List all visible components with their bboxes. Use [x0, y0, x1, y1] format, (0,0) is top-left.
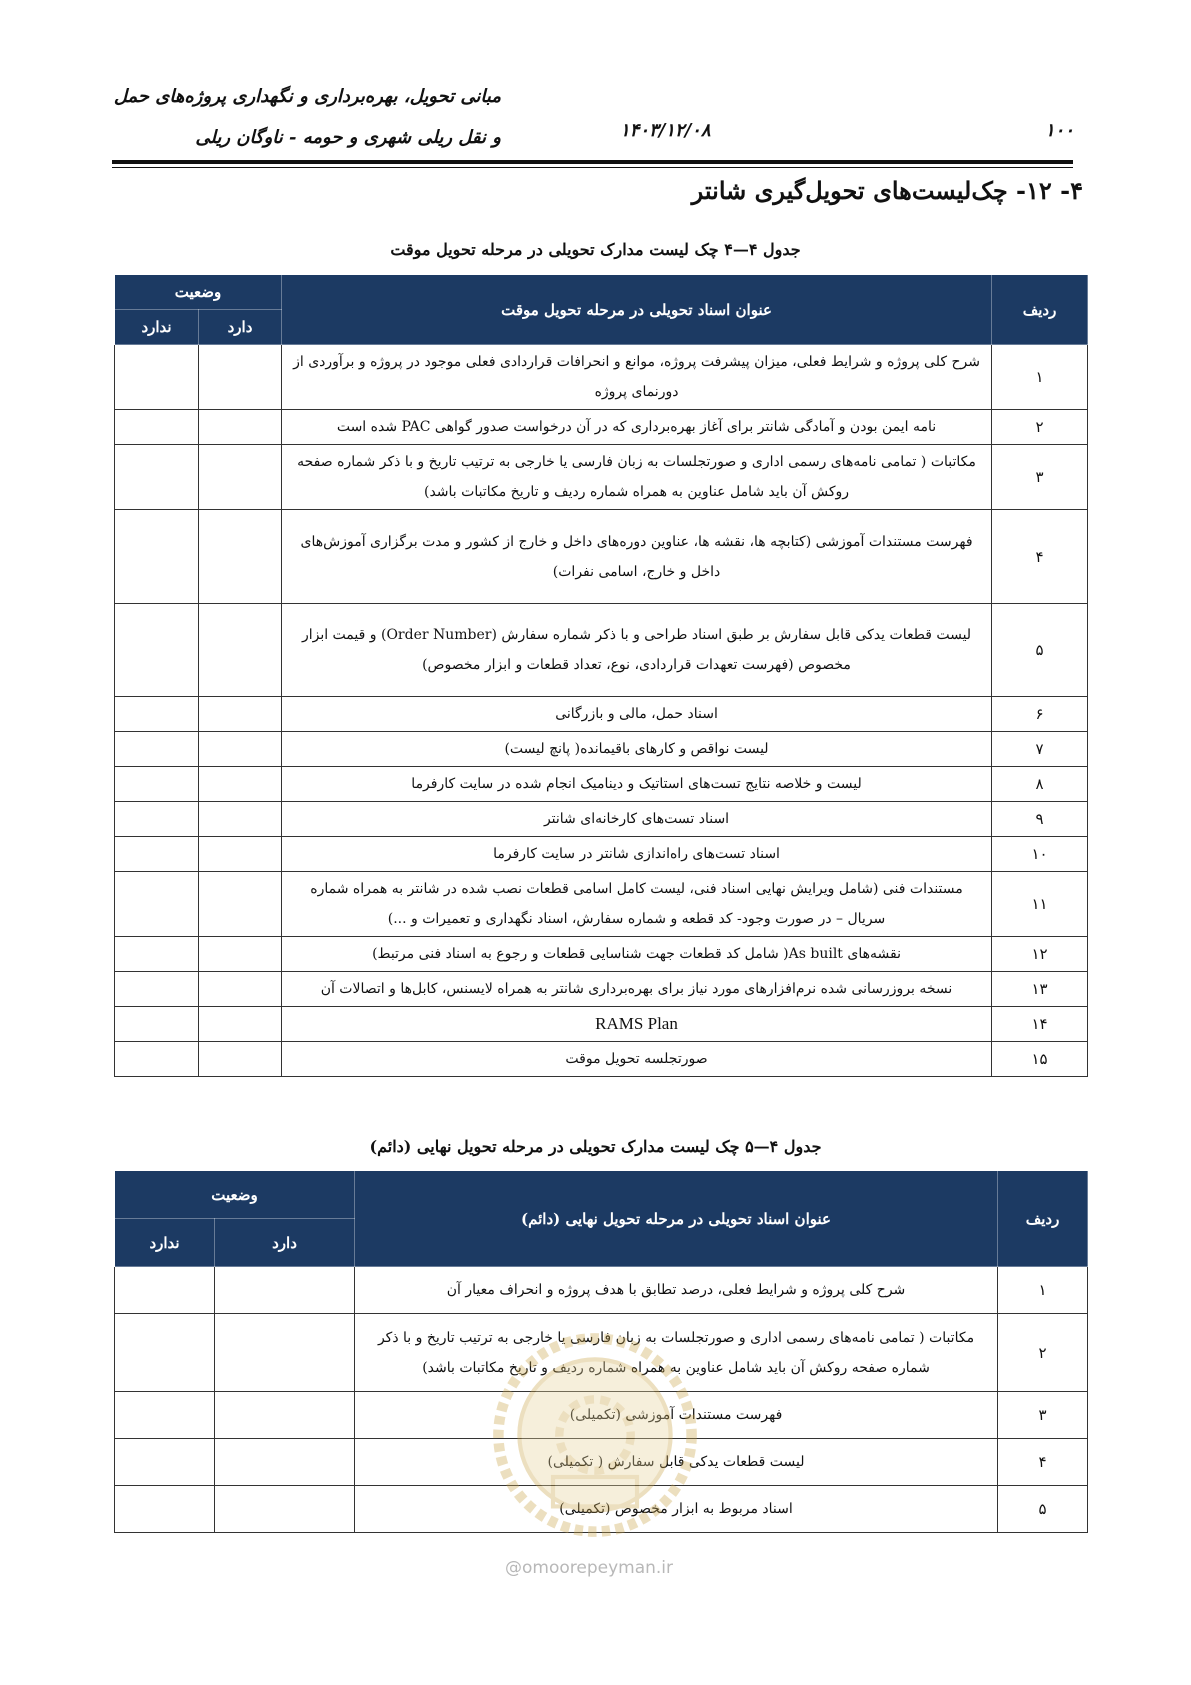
row-number: ۴	[998, 1439, 1088, 1486]
table-row	[115, 604, 1088, 697]
status-has-not-cell[interactable]	[115, 1486, 215, 1533]
status-has-cell[interactable]	[199, 732, 282, 767]
status-has-not-cell[interactable]	[115, 1314, 215, 1392]
document-title: مکاتبات ( تمامی نامه‌های رسمی اداری و صورتجلسات به زبان فارسی یا خارجی به ترتیب تاریخ و با ذکر شماره صفحه روکش آن باید شامل عناوین به همراه شماره ردیف و تاریخ مکاتبات باشد)	[355, 1314, 998, 1392]
row-number: ۱	[998, 1267, 1088, 1314]
row-number: ۸	[992, 767, 1088, 802]
status-has-not-cell[interactable]	[115, 445, 199, 510]
table1-header-has: دارد	[199, 310, 282, 345]
table-row	[115, 972, 1088, 1007]
status-has-not-cell[interactable]	[115, 802, 199, 837]
document-title: شرح کلی پروژه و شرایط فعلی، میزان پیشرفت پروژه، موانع و انحرافات قراردادی فعلی موجود در پروژه و برآوردی از دورنمای پروژه	[282, 345, 992, 410]
status-has-cell[interactable]	[199, 445, 282, 510]
table-row	[115, 767, 1088, 802]
status-has-cell[interactable]	[199, 937, 282, 972]
status-has-not-cell[interactable]	[115, 410, 199, 445]
table-row	[115, 445, 1088, 510]
row-number: ۴	[992, 510, 1088, 604]
row-number: ۹	[992, 802, 1088, 837]
row-number: ۵	[992, 604, 1088, 697]
header-rule-thick	[112, 160, 1073, 164]
status-has-cell[interactable]	[215, 1267, 355, 1314]
table1-header-has-not: ندارد	[115, 310, 199, 345]
row-number: ۱۳	[992, 972, 1088, 1007]
row-number: ۵	[998, 1486, 1088, 1533]
table-row	[115, 345, 1088, 410]
status-has-not-cell[interactable]	[115, 767, 199, 802]
table1-temporary-delivery-checklist	[114, 274, 1088, 1077]
row-number: ۳	[998, 1392, 1088, 1439]
status-has-not-cell[interactable]	[115, 697, 199, 732]
table-row	[115, 1267, 1088, 1314]
header-rule-thin	[112, 167, 1073, 168]
status-has-cell[interactable]	[199, 802, 282, 837]
document-title: مستندات فنی (شامل ویرایش نهایی اسناد فنی، لیست کامل اسامی قطعات نصب شده در شانتر به همراه شماره سریال – در صورت وجود- کد قطعه و شماره سفارش، اسناد نگهداری و تعمیرات و ...)	[282, 872, 992, 937]
status-has-not-cell[interactable]	[115, 1007, 199, 1042]
table-row	[115, 732, 1088, 767]
row-number: ۱	[992, 345, 1088, 410]
table-row	[115, 410, 1088, 445]
document-title: نسخه بروزرسانی شده نرم‌افزارهای مورد نیاز برای بهره‌برداری شانتر به همراه لایسنس، کابل‌ها و اتصالات آن	[282, 972, 992, 1007]
document-title: لیست نواقص و کارهای باقیمانده( پانچ لیست)	[282, 732, 992, 767]
status-has-not-cell[interactable]	[115, 604, 199, 697]
document-title: شرح کلی پروژه و شرایط فعلی، درصد تطابق با هدف پروژه و انحراف معیار آن	[355, 1267, 998, 1314]
status-has-not-cell[interactable]	[115, 510, 199, 604]
document-title: نقشه‌های As built( شامل کد قطعات جهت شناسایی قطعات و رجوع به اسناد فنی مرتبط)	[282, 937, 992, 972]
document-title: مکاتبات ( تمامی نامه‌های رسمی اداری و صورتجلسات به زبان فارسی یا خارجی به ترتیب تاریخ و با ذکر شماره صفحه روکش آن باید شامل عناوین به همراه شماره ردیف و تاریخ مکاتبات باشد)	[282, 445, 992, 510]
status-has-cell[interactable]	[199, 767, 282, 802]
status-has-cell[interactable]	[199, 972, 282, 1007]
status-has-cell[interactable]	[215, 1314, 355, 1392]
document-title: نامه ایمن بودن و آمادگی شانتر برای آغاز بهره‌برداری که در آن درخواست صدور گواهی PAC شده است	[282, 410, 992, 445]
status-has-cell[interactable]	[199, 604, 282, 697]
row-number: ۲	[992, 410, 1088, 445]
row-number: ۲	[998, 1314, 1088, 1392]
status-has-not-cell[interactable]	[115, 1267, 215, 1314]
status-has-cell[interactable]	[215, 1486, 355, 1533]
status-has-not-cell[interactable]	[115, 972, 199, 1007]
table2-header-row1	[115, 1171, 1088, 1219]
status-has-cell[interactable]	[215, 1439, 355, 1486]
document-title: RAMS Plan	[282, 1007, 992, 1042]
table1-header-row1	[115, 275, 1088, 310]
table-row	[115, 1042, 1088, 1077]
row-number: ۷	[992, 732, 1088, 767]
table-row	[115, 802, 1088, 837]
table2-header-row: ردیف	[998, 1171, 1088, 1267]
table2-header-title: عنوان اسناد تحویلی در مرحله تحویل نهایی (دائم)	[355, 1171, 998, 1267]
status-has-not-cell[interactable]	[115, 732, 199, 767]
document-title: فهرست مستندات آموزشی (کتابچه ها، نقشه ها، عناوین دوره‌های داخل و خارج از کشور و مدت برگزاری آموزش‌های داخل و خارج، اسامی نفرات)	[282, 510, 992, 604]
table1-header-status: وضعیت	[115, 275, 282, 310]
table2-header-has: دارد	[215, 1219, 355, 1267]
document-title: اسناد تست‌های راه‌اندازی شانتر در سایت کارفرما	[282, 837, 992, 872]
status-has-not-cell[interactable]	[115, 1042, 199, 1077]
status-has-not-cell[interactable]	[115, 1392, 215, 1439]
section-title: ۴- ۱۲- چک‌لیست‌های تحویل‌گیری شانتر	[691, 176, 1083, 205]
header-title-line1: مبانی تحویل، بهره‌برداری و نگهداری پروژه‌های حمل	[113, 86, 501, 107]
document-title: صورتجلسه تحویل موقت	[282, 1042, 992, 1077]
status-has-not-cell[interactable]	[115, 1439, 215, 1486]
row-number: ۳	[992, 445, 1088, 510]
table1-header-row: ردیف	[992, 275, 1088, 345]
document-title: فهرست مستندات آموزشی (تکمیلی)	[355, 1392, 998, 1439]
table2-header-has-not: ندارد	[115, 1219, 215, 1267]
status-has-cell[interactable]	[199, 1007, 282, 1042]
status-has-cell[interactable]	[199, 872, 282, 937]
document-title: لیست قطعات یدکی قابل سفارش بر طبق اسناد طراحی و با ذکر شماره سفارش (Order Number) و قیمت ابزار مخصوص (فهرست تعهدات قراردادی، نوع، تعداد قطعات و ابزار مخصوص)	[282, 604, 992, 697]
table2-header-status: وضعیت	[115, 1171, 355, 1219]
status-has-cell[interactable]	[215, 1392, 355, 1439]
row-number: ۱۲	[992, 937, 1088, 972]
row-number: ۱۴	[992, 1007, 1088, 1042]
header-date: ۱۴۰۳/۱۲/۰۸	[620, 120, 711, 141]
table-row	[115, 937, 1088, 972]
status-has-cell[interactable]	[199, 410, 282, 445]
table2-caption: جدول ۴—۵ چک لیست مدارک تحویلی در مرحله تحویل نهایی (دائم)	[369, 1137, 822, 1156]
document-title: لیست قطعات یدکی قابل سفارش ( تکمیلی)	[355, 1439, 998, 1486]
status-has-cell[interactable]	[199, 697, 282, 732]
document-title: لیست و خلاصه نتایج تست‌های استاتیک و دینامیک انجام شده در سایت کارفرما	[282, 767, 992, 802]
table1-header-title: عنوان اسناد تحویلی در مرحله تحویل موقت	[282, 275, 992, 345]
status-has-not-cell[interactable]	[115, 837, 199, 872]
document-title: اسناد حمل، مالی و بازرگانی	[282, 697, 992, 732]
status-has-cell[interactable]	[199, 1042, 282, 1077]
table-row	[115, 697, 1088, 732]
table-row	[115, 837, 1088, 872]
status-has-cell[interactable]	[199, 345, 282, 410]
watermark-seal-icon	[490, 1330, 700, 1540]
row-number: ۱۱	[992, 872, 1088, 937]
status-has-cell[interactable]	[199, 837, 282, 872]
document-title: اسناد تست‌های کارخانه‌ای شانتر	[282, 802, 992, 837]
table-row	[115, 872, 1088, 937]
table-row	[115, 1007, 1088, 1042]
row-number: ۶	[992, 697, 1088, 732]
row-number: ۱۵	[992, 1042, 1088, 1077]
status-has-not-cell[interactable]	[115, 937, 199, 972]
watermark-text: @omoorepeyman.ir	[505, 1558, 674, 1578]
table-row	[115, 510, 1088, 604]
page-number: ۱۰۰	[1045, 120, 1075, 141]
status-has-not-cell[interactable]	[115, 872, 199, 937]
status-has-not-cell[interactable]	[115, 345, 199, 410]
status-has-cell[interactable]	[199, 510, 282, 604]
header-title-line2: و نقل ریلی شهری و حومه - ناوگان ریلی	[195, 127, 501, 148]
table1-caption: جدول ۴—۴ چک لیست مدارک تحویلی در مرحله تحویل موقت	[390, 240, 801, 259]
row-number: ۱۰	[992, 837, 1088, 872]
document-title: اسناد مربوط به ابزار مخصوص (تکمیلی)	[355, 1486, 998, 1533]
